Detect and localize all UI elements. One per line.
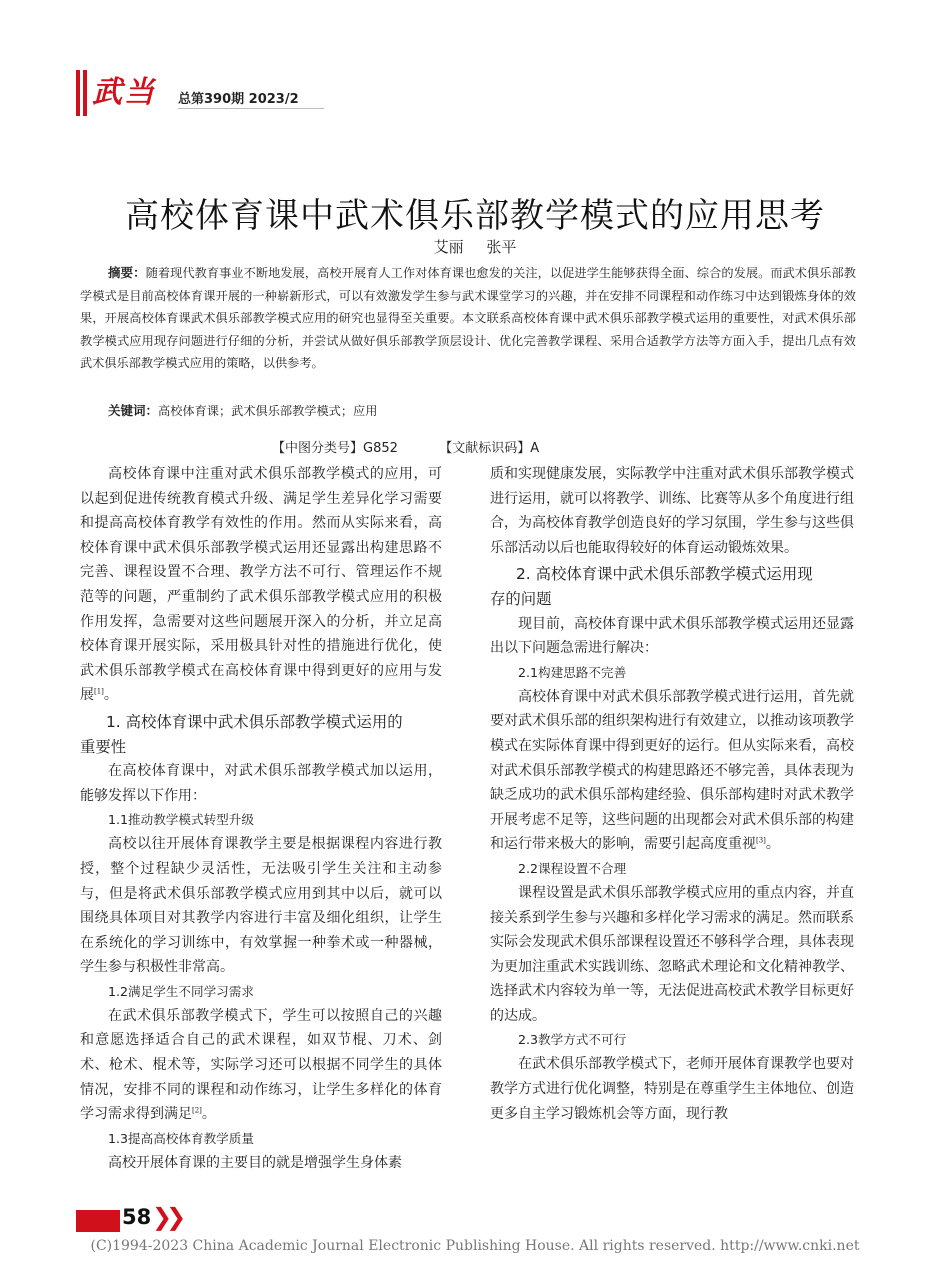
article-authors: 艾丽 张平 <box>433 238 517 256</box>
section-1-heading-line1: 1. 高校体育课中武术俱乐部教学模式运用的 <box>106 712 403 731</box>
abstract-label: 摘要： <box>108 265 146 280</box>
page-number-bar <box>76 1210 120 1232</box>
class-label: 【中图分类号】 <box>272 441 364 456</box>
section-2-heading-line1: 2. 高校体育课中武术俱乐部教学模式运用现 <box>516 565 813 584</box>
section-2-heading-line2: 存的问题 <box>490 589 552 608</box>
paragraph-2-1: 高校体育课中对武术俱乐部教学模式进行运用，首先就要对武术俱乐部的组织架构进行有效建立，以推动该项教学模式在实际体育课中得到更好的运行。但从实际来看，高校对武术俱乐部教学模式的构建思路还不够完善，具体表现为缺乏成功的武术俱乐部构建经验、俱乐部构建时对武术教学开展考虑不足等，这些问题的出现都会对武术俱乐部的构建和运行带来极大的影响，需要引起高度重视[3]。 <box>490 688 854 853</box>
header-divider <box>178 108 324 109</box>
header-bar-1 <box>76 70 80 116</box>
paragraph-1-2-text: 在武术俱乐部教学模式下，学生可以按照自己的兴趣和意愿选择适合自己的武术课程，如双节棍、刀术、剑术、枪术、棍术等，实际学习还可以根据不同学生的具体情况，安排不同的课程和动作练习，让学生多样化的体育学习需求得到满足 <box>80 1007 442 1123</box>
page-number: 58 <box>122 1205 152 1229</box>
right-column <box>490 462 854 1126</box>
subsection-1-3-heading: 1.3提高高校体育教学质量 <box>108 1130 254 1146</box>
keywords-label: 关键词： <box>108 403 159 418</box>
ref-2: [2] <box>192 1106 202 1115</box>
copyright-footer: (C)1994-2023 China Academic Journal Electronic Publishing House. All rights reserved. http://www.cnki.net <box>90 1238 860 1254</box>
abstract-text: 随着现代教育事业不断地发展，高校开展育人工作对体育课也愈发的关注，以促进学生能够获得全面、综合的发展。而武术俱乐部教学模式是目前高校体育课开展的一种崭新形式，可以有效激发学生参与武术课堂学习的兴趣，并在安排不同课程和动作练习中达到锻炼身体的效果，开展高校体育课武术俱乐部教学模式应用的研究也显得至关重要。本文联系高校体育课中武术俱乐部教学模式运用的重要性，对武术俱乐部教学模式应用现存问题进行仔细的分析，并尝试从做好俱乐部教学顶层设计、优化完善教学课程、采用合适教学方法等方面入手，提出几点有效武术俱乐部教学模式应用的策略，以供参考。 <box>80 266 856 371</box>
abstract <box>80 262 856 375</box>
section-1-heading <box>80 710 442 759</box>
left-column <box>80 462 442 1175</box>
article-title: 高校体育课中武术俱乐部教学模式的应用思考 <box>125 196 825 236</box>
paragraph-1-2: 在武术俱乐部教学模式下，学生可以按照自己的兴趣和意愿选择适合自己的武术课程，如双节棍、刀术、剑术、枪术、棍术等，实际学习还可以根据不同学生的具体情况，安排不同的课程和动作练习，让学生多样化的体育学习需求得到满足[2]。 <box>80 1007 442 1123</box>
issue-info: 总第390期 2023/2 <box>178 92 299 107</box>
header-bar-2 <box>83 70 87 116</box>
ref-1: [1] <box>94 687 104 696</box>
subsection-1-2-heading: 1.2满足学生不同学习需求 <box>108 983 254 999</box>
subsection-1-1-heading: 1.1推动教学模式转型升级 <box>108 812 254 828</box>
class-value: G852 <box>363 441 398 456</box>
section-1-heading-line2: 重要性 <box>80 737 127 756</box>
paragraph-2-2: 课程设置是武术俱乐部教学模式应用的重点内容，并直接关系到学生参与兴趣和多样化学习需求的满足。然而联系实际会发现武术俱乐部课程设置还不够科学合理，具体表现为更加注重武术实践训练、忽略武术理论和文化精神教学、选择武术内容较为单一等，无法促进高校武术教学目标更好的达成。 <box>490 884 854 1024</box>
chevron-right-icon: ❯❯ <box>152 1203 181 1231</box>
keywords-text: 高校体育课；武术俱乐部教学模式；应用 <box>158 404 378 418</box>
subsection-2-3-heading: 2.3教学方式不可行 <box>518 1032 627 1048</box>
paragraph-intro: 高校体育课中注重对武术俱乐部教学模式的应用，可以起到促进传统教育模式升级、满足学生差异化学习需要和提高高校体育教学有效性的作用。然而从实际来看，高校体育课中武术俱乐部教学模式运用还显露出构建思路不完善、课程设置不合理、教学方法不可行、管理运作不规范等的问题，严重制约了武术俱乐部教学模式应用的积极作用发挥，急需要对这些问题展开深入的分析，并立足高校体育课开展实际，采用极具针对性的措施进行优化，使武术俱乐部教学模式在高校体育课中得到更好的应用与发展[1]。 <box>80 466 442 704</box>
paragraph-1-3: 高校开展体育课的主要目的就是增强学生身体素 <box>108 1154 402 1171</box>
journal-logo: 武当 <box>92 75 156 110</box>
header-bars <box>76 70 90 116</box>
subsection-2-1-heading: 2.1构建思路不完善 <box>518 664 627 680</box>
doc-label: 【文献标识码】 <box>439 441 531 456</box>
classification <box>272 437 539 456</box>
section-2-heading <box>490 562 854 611</box>
paragraph-1-1: 高校以往开展体育课教学主要是根据课程内容进行教授，整个过程缺少灵活性，无法吸引学生关注和主动参与，但是将武术俱乐部教学模式应用到其中以后，就可以围绕具体项目对其教学内容进行丰富及细化组织，让学生在系统化的学习训练中，有效掌握一种拳术或一种器械，学生参与积极性非常高。 <box>80 836 442 976</box>
paragraph-section-1: 在高校体育课中，对武术俱乐部教学模式加以运用，能够发挥以下作用： <box>80 763 442 804</box>
abstract-indent <box>80 266 108 280</box>
paragraph-continued: 质和实现健康发展，实际教学中注重对武术俱乐部教学模式进行运用，就可以将教学、训练、比赛等从多个角度进行组合，为高校体育教学创造良好的学习氛围，学生参与这些俱乐部活动以后也能取得较好的体育运动锻炼效果。 <box>490 466 854 556</box>
paragraph-2-1-text: 高校体育课中对武术俱乐部教学模式进行运用，首先就要对武术俱乐部的组织架构进行有效建立，以推动该项教学模式在实际体育课中得到更好的运行。但从实际来看，高校对武术俱乐部教学模式的构建思路还不够完善，具体表现为缺乏成功的武术俱乐部构建经验、俱乐部构建时对武术教学开展考虑不足等，这些问题的出现都会对武术俱乐部的构建和运行带来极大的影响，需要引起高度重视 <box>490 688 854 853</box>
paragraph-section-2: 现目前，高校体育课中武术俱乐部教学模式运用还显露出以下问题急需进行解决： <box>490 615 854 657</box>
keywords <box>108 401 377 419</box>
doc-value: A <box>530 441 540 456</box>
subsection-2-2-heading: 2.2课程设置不合理 <box>518 860 627 876</box>
paragraph-intro-text: 高校体育课中注重对武术俱乐部教学模式的应用，可以起到促进传统教育模式升级、满足学生差异化学习需要和提高高校体育教学有效性的作用。然而从实际来看，高校体育课中武术俱乐部教学模式运用还显露出构建思路不完善、课程设置不合理、教学方法不可行、管理运作不规范等的问题，严重制约了武术俱乐部教学模式应用的积极作用发挥，急需要对这些问题展开深入的分析，并立足高校体育课开展实际，采用极具针对性的措施进行优化，使武术俱乐部教学模式在高校体育课中得到更好的应用与发展 <box>80 466 442 704</box>
ref-3: [3] <box>756 836 766 845</box>
paragraph-2-3: 在武术俱乐部教学模式下，老师开展体育课教学也要对教学方式进行优化调整，特别是在尊重学生主体地位、创造更多自主学习锻炼机会等方面，现行教 <box>490 1056 854 1122</box>
